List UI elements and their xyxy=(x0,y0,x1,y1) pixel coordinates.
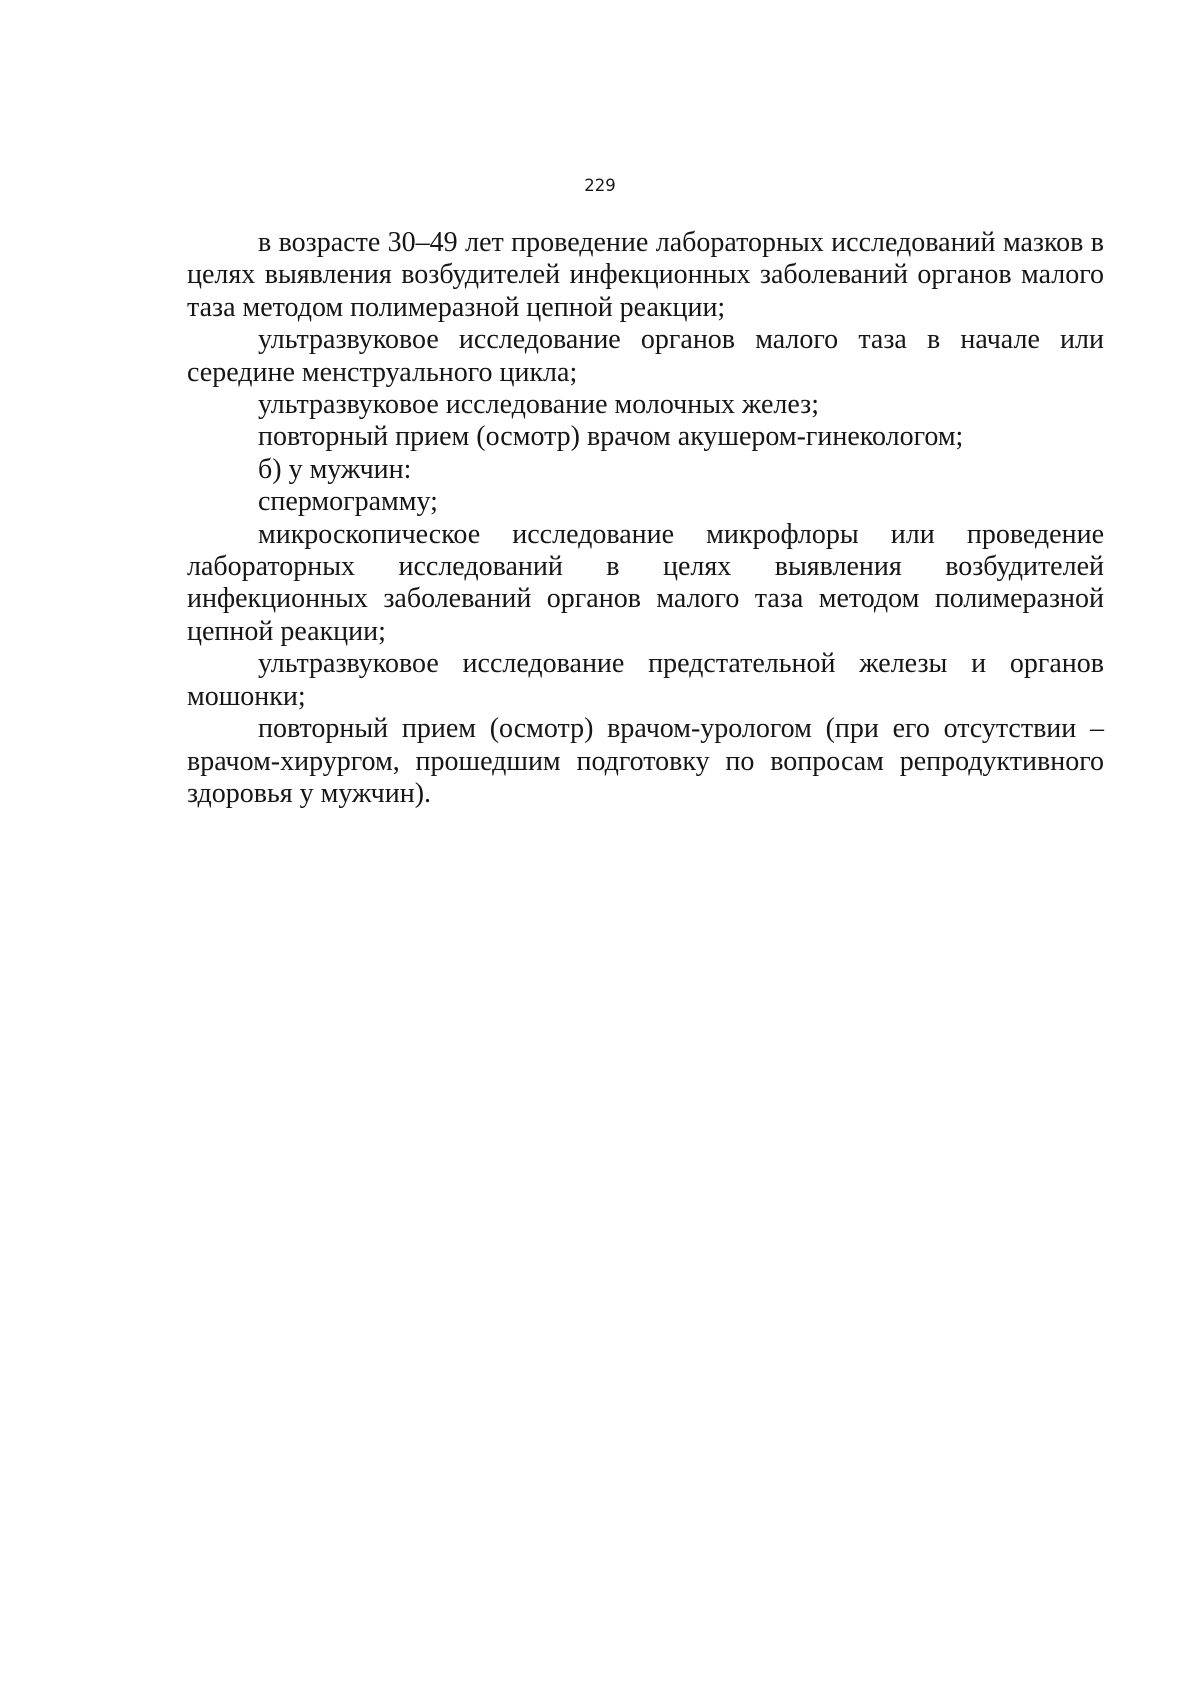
paragraph-urologist-followup: повторный прием (осмотр) врачом-урологом (при его отсутствии – врачом-хирургом, прошедшим подготовку по вопросам репродуктивного здоровья у мужчин). xyxy=(187,713,1104,809)
paragraph-male-microflora-pcr: микроскопическое исследование микрофлоры или проведение лабораторных исследований в целях выявления возбудителей инфекционных заболеваний органов малого таза методом полимеразной цепной реакции; xyxy=(187,518,1104,647)
paragraph-spermogram: спермограмму; xyxy=(258,486,438,518)
document-body xyxy=(187,227,1104,810)
paragraph-gynecologist-followup: повторный прием (осмотр) врачом акушером-гинекологом; xyxy=(258,421,964,453)
paragraph-men-heading: б) у мужчин: xyxy=(258,453,412,485)
paragraph-prostate-ultrasound: ультразвуковое исследование предстательной железы и органов мошонки; xyxy=(187,648,1104,712)
paragraph-female-pcr-smear: в возрасте 30–49 лет проведение лабораторных исследований мазков в целях выявления возбудителей инфекционных заболеваний органов малого таза методом полимеразной цепной реакции; xyxy=(187,227,1104,323)
page-number: 229 xyxy=(584,176,616,195)
paragraph-female-pelvic-ultrasound: ультразвуковое исследование органов малого таза в начале или середине менструального цикла; xyxy=(187,324,1104,388)
paragraph-breast-ultrasound: ультразвуковое исследование молочных желез; xyxy=(258,389,820,421)
